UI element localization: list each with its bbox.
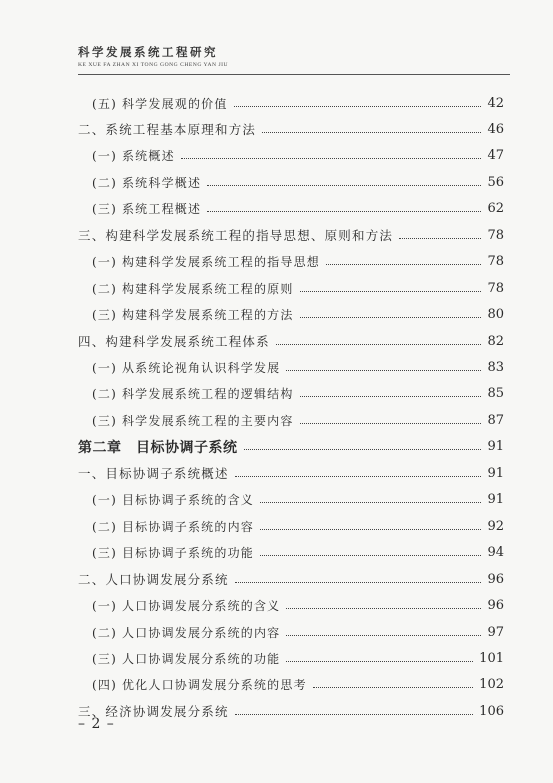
toc-entry-title: 二、人口协调发展分系统 — [78, 572, 229, 588]
dot-leader — [300, 317, 482, 318]
toc-entry-title: 四、构建科学发展系统工程体系 — [78, 334, 270, 350]
toc-entry-page: 96 — [487, 571, 504, 587]
dot-leader — [262, 132, 481, 133]
toc-entry-page: 82 — [487, 333, 504, 349]
book-title-pinyin: KE XUE FA ZHAN XI TONG GONG CHENG YAN JIU — [78, 62, 229, 68]
dot-leader — [207, 211, 481, 212]
toc-entry-title: (三) 构建科学发展系统工程的方法 — [92, 308, 294, 323]
toc-entry-page: 80 — [487, 307, 504, 323]
toc-entry[interactable] — [78, 116, 504, 142]
book-title: 科学发展系统工程研究 — [78, 45, 218, 59]
toc-entry-page: 78 — [487, 227, 504, 243]
toc-entry-page: 85 — [487, 386, 504, 402]
toc-entry-page: 92 — [487, 518, 504, 534]
dot-leader — [234, 106, 482, 107]
toc-entry-page: 94 — [487, 545, 504, 561]
toc-entry-title: (一) 系统概述 — [92, 149, 175, 164]
dot-leader — [326, 264, 481, 265]
toc-entry[interactable] — [78, 407, 504, 433]
toc-entry[interactable] — [78, 487, 504, 513]
dot-leader — [300, 396, 482, 397]
page-number: – 2 – — [78, 716, 115, 732]
toc-entry-title: (三) 科学发展系统工程的主要内容 — [92, 413, 294, 428]
dot-leader — [399, 238, 481, 239]
toc-entry-page: 42 — [487, 95, 504, 111]
toc-entry-title: 二、系统工程基本原理和方法 — [78, 122, 257, 138]
toc-entry-title: (五) 科学发展观的价值 — [92, 96, 228, 111]
dot-leader — [300, 291, 482, 292]
toc-entry-page: 62 — [487, 201, 504, 217]
dot-leader — [235, 582, 482, 583]
toc-chapter-entry[interactable] — [78, 434, 504, 460]
dot-leader — [244, 449, 482, 450]
toc-entry-title: 一、目标协调子系统概述 — [78, 466, 229, 482]
toc-entry-title: (二) 目标协调子系统的内容 — [92, 519, 254, 534]
toc-entry[interactable] — [78, 169, 504, 195]
header-rule — [78, 74, 510, 75]
toc-entry[interactable] — [78, 302, 504, 328]
dot-leader — [286, 608, 481, 609]
toc-entry[interactable] — [78, 196, 504, 222]
toc-entry[interactable] — [78, 381, 504, 407]
toc-entry-page: 91 — [487, 465, 504, 481]
toc-entry-page: 46 — [487, 121, 504, 137]
toc-entry[interactable] — [78, 222, 504, 248]
toc-entry[interactable] — [78, 513, 504, 539]
dot-leader — [235, 714, 473, 715]
toc-entry-title: (一) 构建科学发展系统工程的指导思想 — [92, 255, 320, 270]
toc-entry-page: 102 — [479, 677, 504, 693]
toc-entry-title: 第二章 目标协调子系统 — [78, 439, 238, 456]
dot-leader — [286, 635, 481, 636]
toc-entry-title: (四) 优化人口协调发展分系统的思考 — [92, 678, 307, 693]
toc-entry-page: 97 — [487, 624, 504, 640]
toc-entry[interactable] — [78, 566, 504, 592]
dot-leader — [207, 185, 481, 186]
toc-entry-title: (二) 人口协调发展分系统的内容 — [92, 625, 281, 640]
dot-leader — [313, 687, 473, 688]
toc-entry-page: 91 — [487, 492, 504, 508]
toc-entry-title: (一) 从系统论视角认识科学发展 — [92, 361, 281, 375]
toc-entry-title: 三、构建科学发展系统工程的指导思想、原则和方法 — [78, 228, 394, 244]
dot-leader — [260, 555, 481, 556]
toc-entry[interactable] — [78, 275, 504, 301]
toc-entry[interactable] — [78, 460, 504, 486]
dot-leader — [286, 661, 473, 662]
toc-entry-title: (二) 构建科学发展系统工程的原则 — [92, 281, 294, 296]
toc-entry-title: (三) 系统工程概述 — [92, 202, 202, 217]
toc-entry-page: 78 — [487, 280, 504, 296]
toc-entry-page: 78 — [487, 254, 504, 270]
toc-entry[interactable] — [78, 593, 504, 619]
toc-entry-title: (二) 科学发展系统工程的逻辑结构 — [92, 387, 294, 402]
running-header — [78, 44, 498, 68]
dot-leader — [235, 476, 482, 477]
toc-entry-title: (三) 人口协调发展分系统的功能 — [92, 651, 281, 666]
toc-entry[interactable] — [78, 645, 504, 671]
toc-entry-page: 87 — [487, 412, 504, 428]
toc-entry[interactable] — [78, 672, 504, 698]
toc-entry-title: (一) 人口协调发展分系统的含义 — [92, 599, 281, 614]
toc-entry[interactable] — [78, 143, 504, 169]
dot-leader — [181, 158, 482, 159]
toc-entry[interactable] — [78, 540, 504, 566]
dot-leader — [286, 370, 481, 371]
toc-entry-page: 47 — [487, 148, 504, 164]
toc-entry-title: (二) 系统科学概述 — [92, 175, 202, 190]
toc-entry-page: 83 — [487, 360, 504, 375]
dot-leader — [260, 529, 481, 530]
dot-leader — [260, 502, 481, 503]
toc-entry[interactable] — [78, 249, 504, 275]
dot-leader — [300, 423, 482, 424]
toc-entry[interactable] — [78, 619, 504, 645]
toc-entry[interactable] — [78, 355, 504, 381]
toc-entry-title: (一) 目标协调子系统的含义 — [92, 493, 254, 508]
dot-leader — [276, 344, 482, 345]
toc-entry[interactable] — [78, 698, 504, 724]
toc-entry[interactable] — [78, 90, 504, 116]
toc-entry-page: 56 — [487, 174, 504, 190]
toc-entry-page: 96 — [487, 598, 504, 614]
toc-entry-title: 三、经济协调发展分系统 — [78, 704, 229, 720]
toc-entry-page: 106 — [479, 703, 504, 719]
toc-entry-title: (三) 目标协调子系统的功能 — [92, 546, 254, 561]
toc-entry-page: 91 — [487, 439, 504, 455]
toc-entry[interactable] — [78, 328, 504, 354]
toc-entry-page: 101 — [479, 650, 504, 666]
